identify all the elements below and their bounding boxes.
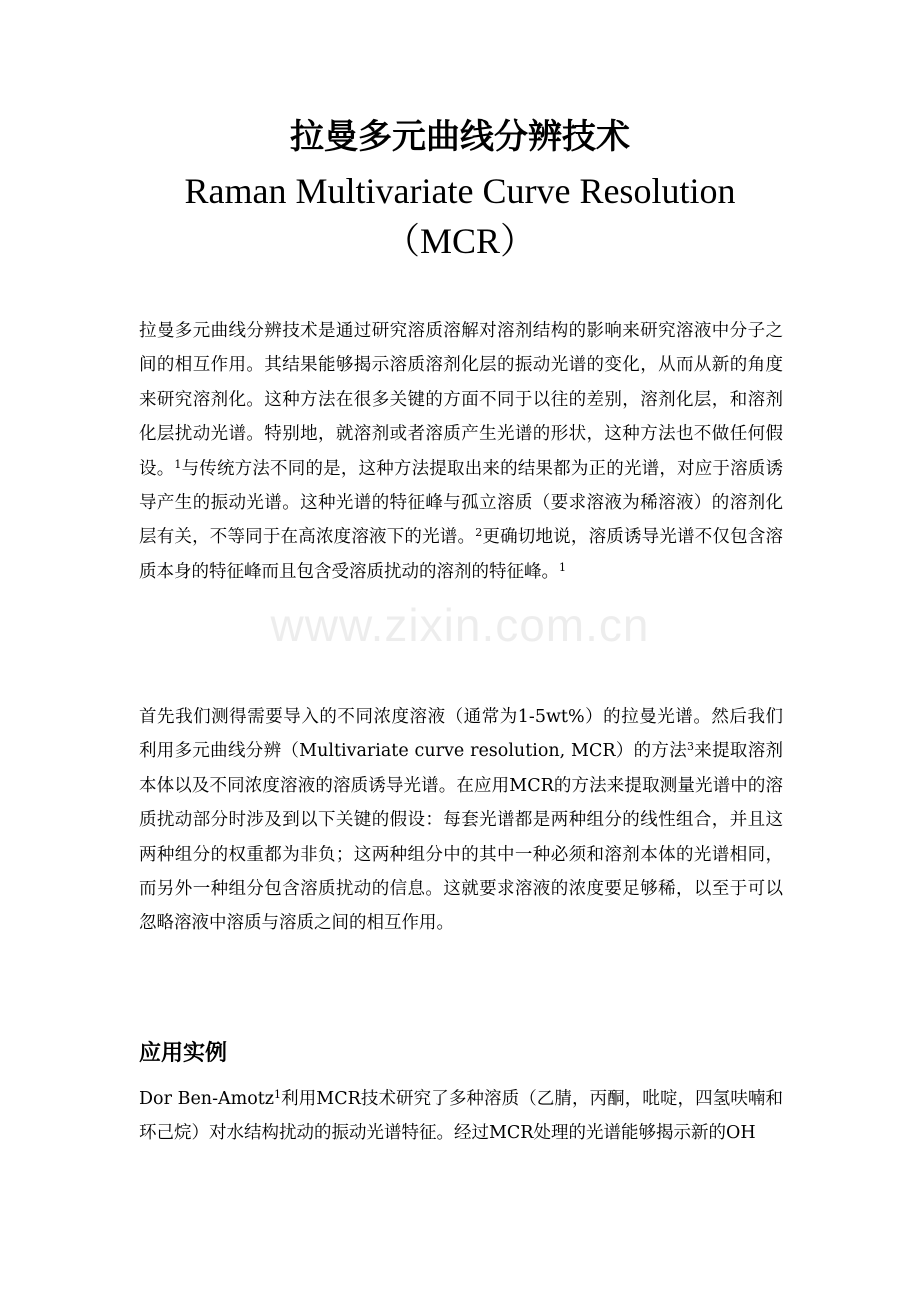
- text-span: Dor Ben-Amotz: [139, 1089, 275, 1109]
- document-title-abbreviation: （MCR）: [383, 221, 537, 261]
- citation-superscript: 2: [475, 526, 483, 540]
- text-span: 拉曼多元曲线分辨技术是通过研究溶质溶解对溶剂结构的影响来研究溶液中分子之间的相互作用。其结果能够揭示溶质溶剂化层的振动光谱的变化，从而从新的角度来研究溶剂化。这种方法在很多关键的方面不同于以往的差别，溶剂化层，和溶剂化层扰动光谱。特别地，就溶剂或者溶质产生光谱的形状，这种方法也不做任何假设。: [139, 321, 783, 479]
- paragraph-method-text: [139, 700, 783, 941]
- paragraph-example: [139, 1082, 783, 1151]
- document-title-chinese: 拉曼多元曲线分辨技术: [290, 117, 630, 157]
- citation-superscript: 1: [174, 457, 182, 471]
- document-title-english: Raman Multivariate Curve Resolution: [184, 171, 736, 211]
- text-span: 与传统方法不同的是，这种方法提取出来的结果都为正的光谱，对应于溶质诱导产生的振动光谱。这种光谱的特征峰与孤立溶质（要求溶液为稀溶液）的溶剂化层有关，不等同于在高浓度溶液下的光谱。: [139, 458, 783, 548]
- text-span: 来提取溶剂本体以及不同浓度溶液的溶质诱导光谱。在应用MCR的方法来提取测量光谱中的溶质扰动部分时涉及到以下关键的假设：每套光谱都是两种组分的线性组合，并且这两种组分的权重都为非负；这两种组分中的其中一种必须和溶剂本体的光谱相同，而另外一种组分包含溶质扰动的信息。这就要求溶液的浓度要足够稀，以至于可以忽略溶液中溶质与溶质之间的相互作用。: [139, 741, 783, 934]
- text-span: 更确切地说，溶质诱导光谱不仅包含溶质本身的特征峰而且包含受溶质扰动的溶剂的特征峰。: [139, 527, 784, 582]
- citation-superscript: 3: [687, 740, 695, 754]
- text-span: 利用MCR技术研究了多种溶质（乙腈，丙酮，吡啶，四氢呋喃和环己烷）对水结构扰动的振动光谱特征。经过MCR处理的光谱能够揭示新的OH: [139, 1089, 783, 1144]
- watermark: www.zixin.com.cn: [270, 599, 650, 651]
- paragraph-method: [139, 700, 783, 941]
- citation-superscript: 1: [559, 560, 566, 574]
- title-block: [0, 108, 920, 266]
- citation-superscript: 1: [274, 1088, 282, 1101]
- paragraph-example-text: [139, 1082, 783, 1151]
- text-span: 首先我们测得需要导入的不同浓度溶液（通常为1-5wt%）的拉曼光谱。然后我们利用多元曲线分辨（Multivariate curve resolution, MCR）的方法: [139, 707, 783, 762]
- section-heading: 应用实例: [139, 1041, 228, 1066]
- paragraph-intro-text: [139, 314, 783, 589]
- paragraph-intro: [139, 314, 783, 589]
